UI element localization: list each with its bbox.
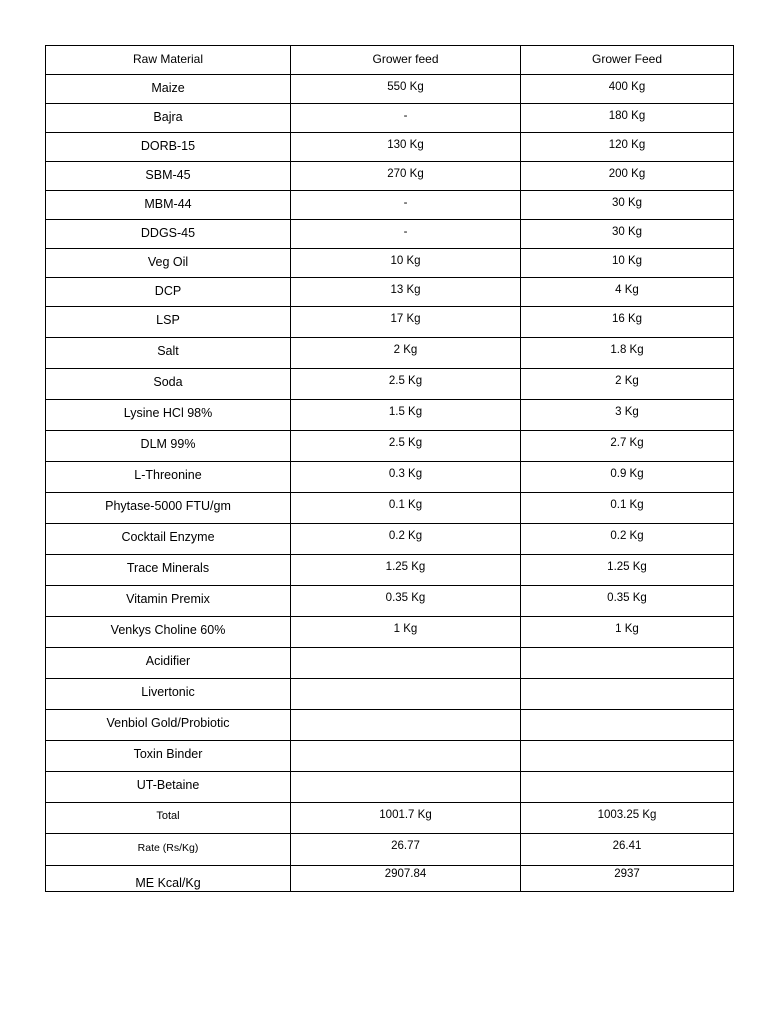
grower-feed-2-cell: 180 Kg — [521, 104, 734, 133]
table-row — [46, 617, 734, 648]
material-cell: ME Kcal/Kg — [46, 866, 291, 892]
material-cell: SBM-45 — [46, 162, 291, 191]
feed-formulation-table — [45, 45, 734, 892]
grower-feed-2-cell: 3 Kg — [521, 400, 734, 431]
table-row — [46, 555, 734, 586]
grower-feed-1-cell: 0.35 Kg — [291, 586, 521, 617]
material-cell: Salt — [46, 338, 291, 369]
table-row — [46, 400, 734, 431]
material-cell: DLM 99% — [46, 431, 291, 462]
table-row — [46, 772, 734, 803]
material-cell: DORB-15 — [46, 133, 291, 162]
material-cell: L-Threonine — [46, 462, 291, 493]
grower-feed-1-cell — [291, 741, 521, 772]
grower-feed-2-cell: 1.8 Kg — [521, 338, 734, 369]
table-row — [46, 338, 734, 369]
grower-feed-2-cell: 1 Kg — [521, 617, 734, 648]
grower-feed-1-cell — [291, 710, 521, 741]
table-row — [46, 866, 734, 892]
material-cell: Acidifier — [46, 648, 291, 679]
grower-feed-1-cell: 13 Kg — [291, 278, 521, 307]
grower-feed-2-cell: 0.9 Kg — [521, 462, 734, 493]
table-row — [46, 834, 734, 866]
grower-feed-1-cell: 0.1 Kg — [291, 493, 521, 524]
grower-feed-2-cell: 2.7 Kg — [521, 431, 734, 462]
material-cell: LSP — [46, 307, 291, 338]
material-cell: DCP — [46, 278, 291, 307]
table-row — [46, 278, 734, 307]
table-row — [46, 524, 734, 555]
header-raw-material: Raw Material — [46, 46, 291, 75]
material-cell: Maize — [46, 75, 291, 104]
grower-feed-2-cell: 4 Kg — [521, 278, 734, 307]
grower-feed-2-cell: 10 Kg — [521, 249, 734, 278]
grower-feed-1-cell: 0.3 Kg — [291, 462, 521, 493]
material-cell: UT-Betaine — [46, 772, 291, 803]
grower-feed-1-cell: 1001.7 Kg — [291, 803, 521, 834]
table-row — [46, 586, 734, 617]
material-cell: MBM-44 — [46, 191, 291, 220]
grower-feed-2-cell: 16 Kg — [521, 307, 734, 338]
grower-feed-2-cell — [521, 741, 734, 772]
grower-feed-2-cell: 2937 — [521, 866, 734, 892]
header-grower-feed-2: Grower Feed — [521, 46, 734, 75]
grower-feed-1-cell: 270 Kg — [291, 162, 521, 191]
material-cell: Vitamin Premix — [46, 586, 291, 617]
grower-feed-1-cell: 17 Kg — [291, 307, 521, 338]
material-cell: Rate (Rs/Kg) — [46, 834, 291, 866]
grower-feed-1-cell: 2907.84 — [291, 866, 521, 892]
grower-feed-1-cell — [291, 648, 521, 679]
grower-feed-1-cell — [291, 772, 521, 803]
grower-feed-2-cell: 0.35 Kg — [521, 586, 734, 617]
grower-feed-2-cell: 30 Kg — [521, 220, 734, 249]
material-cell: Venbiol Gold/Probiotic — [46, 710, 291, 741]
grower-feed-1-cell: 10 Kg — [291, 249, 521, 278]
grower-feed-2-cell: 26.41 — [521, 834, 734, 866]
table-row — [46, 220, 734, 249]
table-row — [46, 648, 734, 679]
material-cell: Trace Minerals — [46, 555, 291, 586]
material-cell: Livertonic — [46, 679, 291, 710]
grower-feed-2-cell — [521, 710, 734, 741]
material-cell: Venkys Choline 60% — [46, 617, 291, 648]
grower-feed-1-cell — [291, 679, 521, 710]
material-cell: DDGS-45 — [46, 220, 291, 249]
grower-feed-1-cell: 2 Kg — [291, 338, 521, 369]
grower-feed-1-cell: - — [291, 220, 521, 249]
material-cell: Toxin Binder — [46, 741, 291, 772]
table-row — [46, 431, 734, 462]
table-row — [46, 679, 734, 710]
table-row — [46, 710, 734, 741]
grower-feed-1-cell: 0.2 Kg — [291, 524, 521, 555]
material-cell: Cocktail Enzyme — [46, 524, 291, 555]
material-cell: Soda — [46, 369, 291, 400]
material-cell: Phytase-5000 FTU/gm — [46, 493, 291, 524]
header-grower-feed-1: Grower feed — [291, 46, 521, 75]
table-row — [46, 191, 734, 220]
grower-feed-2-cell — [521, 648, 734, 679]
grower-feed-1-cell: 2.5 Kg — [291, 369, 521, 400]
grower-feed-2-cell: 30 Kg — [521, 191, 734, 220]
grower-feed-2-cell: 0.2 Kg — [521, 524, 734, 555]
grower-feed-2-cell: 120 Kg — [521, 133, 734, 162]
grower-feed-2-cell — [521, 679, 734, 710]
grower-feed-1-cell: 2.5 Kg — [291, 431, 521, 462]
table-row — [46, 462, 734, 493]
material-cell: Lysine HCl 98% — [46, 400, 291, 431]
grower-feed-1-cell: 26.77 — [291, 834, 521, 866]
grower-feed-1-cell: 1.25 Kg — [291, 555, 521, 586]
table-row — [46, 741, 734, 772]
table-row — [46, 369, 734, 400]
grower-feed-1-cell: 1 Kg — [291, 617, 521, 648]
table-row — [46, 307, 734, 338]
table-row — [46, 493, 734, 524]
grower-feed-1-cell: 550 Kg — [291, 75, 521, 104]
grower-feed-2-cell: 1.25 Kg — [521, 555, 734, 586]
grower-feed-1-cell: 130 Kg — [291, 133, 521, 162]
grower-feed-2-cell — [521, 772, 734, 803]
material-cell: Total — [46, 803, 291, 834]
grower-feed-2-cell: 0.1 Kg — [521, 493, 734, 524]
material-cell: Veg Oil — [46, 249, 291, 278]
table-row — [46, 162, 734, 191]
grower-feed-1-cell: - — [291, 191, 521, 220]
table-row — [46, 75, 734, 104]
grower-feed-1-cell: - — [291, 104, 521, 133]
table-body — [46, 75, 734, 892]
table-row — [46, 803, 734, 834]
material-cell: Bajra — [46, 104, 291, 133]
grower-feed-2-cell: 1003.25 Kg — [521, 803, 734, 834]
grower-feed-1-cell: 1.5 Kg — [291, 400, 521, 431]
table-row — [46, 133, 734, 162]
grower-feed-2-cell: 2 Kg — [521, 369, 734, 400]
grower-feed-2-cell: 200 Kg — [521, 162, 734, 191]
table-row — [46, 249, 734, 278]
table-row — [46, 104, 734, 133]
grower-feed-2-cell: 400 Kg — [521, 75, 734, 104]
header-row — [46, 46, 734, 75]
